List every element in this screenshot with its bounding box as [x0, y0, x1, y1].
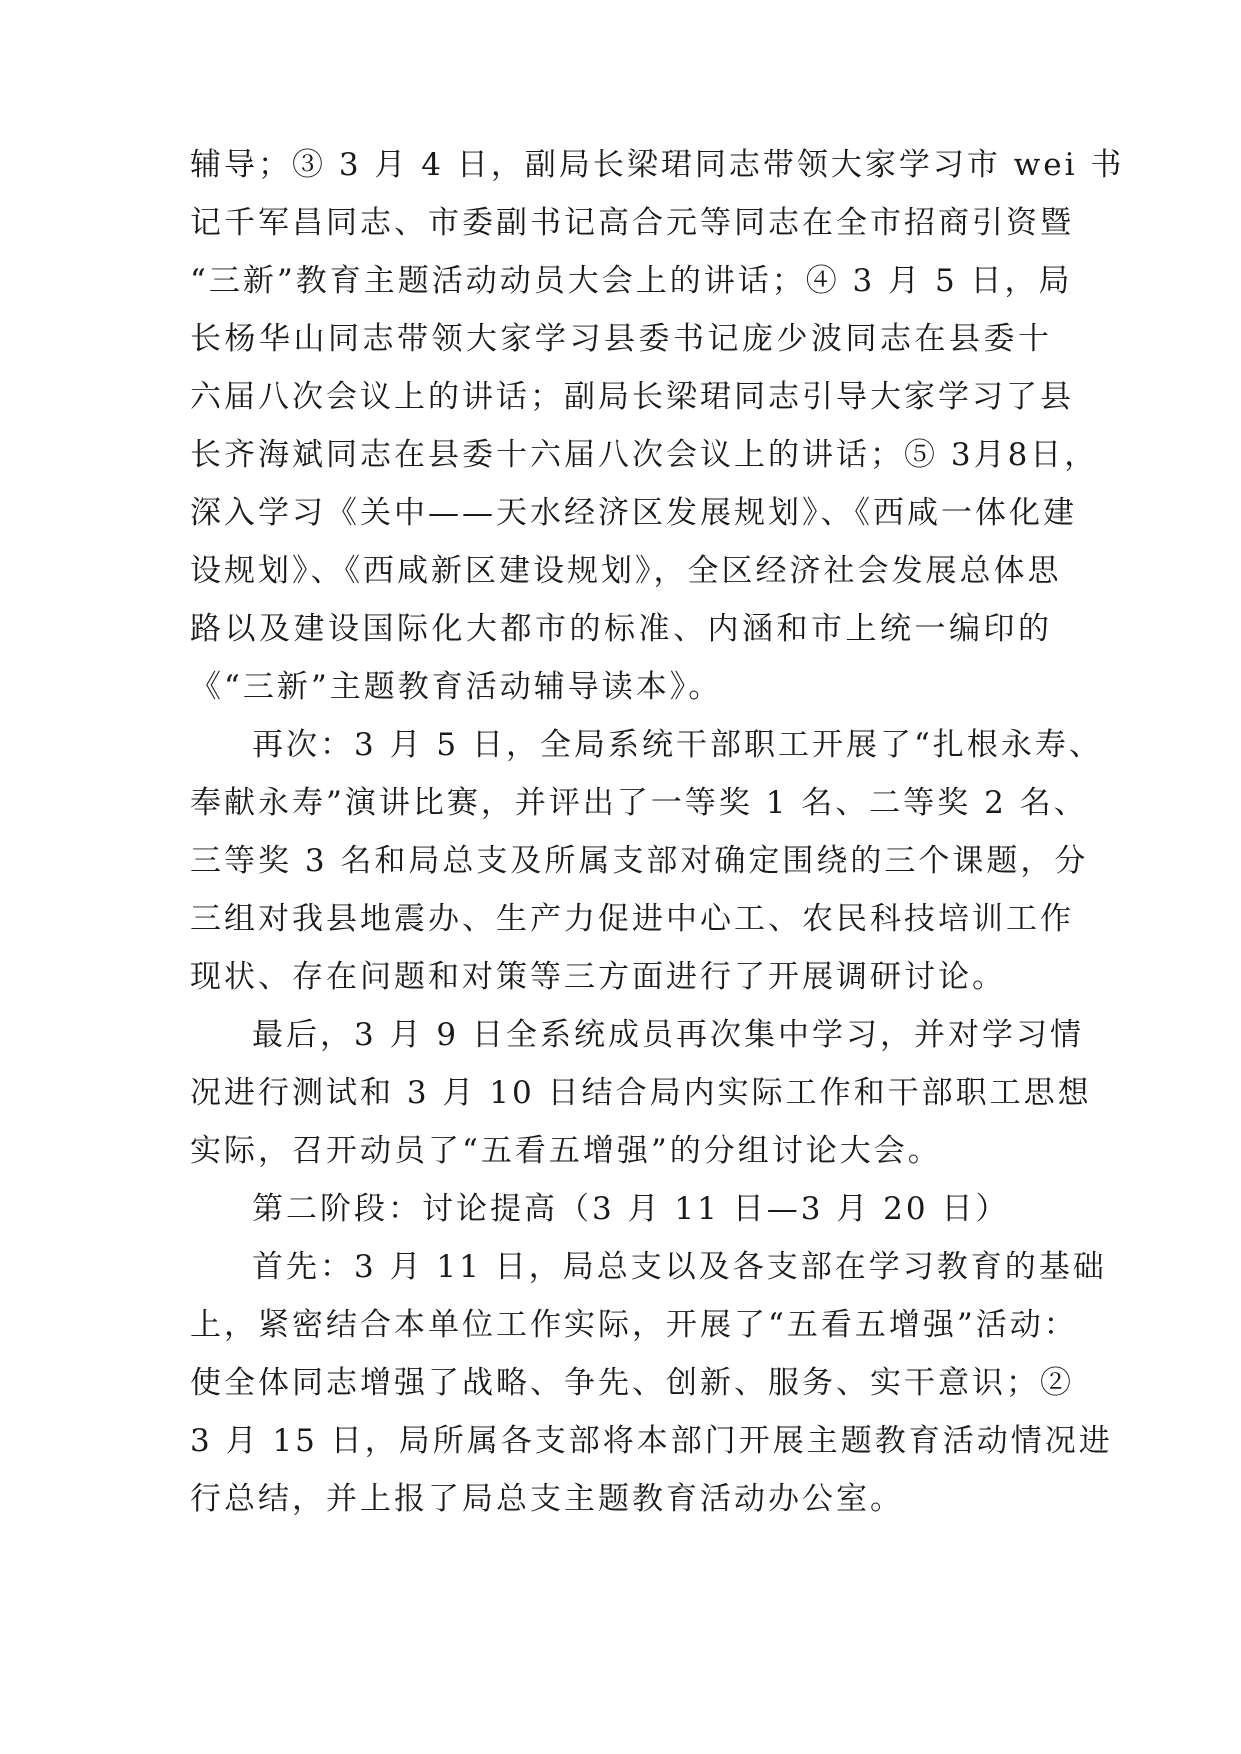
section-heading: 第二阶段：讨论提高（3 月 11 日—3 月 20 日）: [252, 1191, 1010, 1227]
text-line: 使全体同志增强了战略、争先、创新、服务、实干意识；②: [190, 1365, 1074, 1401]
text-line: 六届八次会议上的讲话；副局长梁珺同志引导大家学习了县: [190, 379, 1074, 415]
text-line: 3 月 15 日，局所属各支部将本部门开展主题教育活动情况进: [190, 1423, 1113, 1459]
text-line-last: 《“三新”主题教育活动辅导读本》。: [190, 669, 723, 705]
text-line: 辅导；③ 3 月 4 日，副局长梁珺同志带领大家学习市 wei 书: [190, 147, 1125, 183]
text-line: “三新”教育主题活动动员大会上的讲话；④ 3 月 5 日，局: [190, 263, 1073, 299]
text-line: 况进行测试和 3 月 10 日结合局内实际工作和干部职工思想: [190, 1075, 1092, 1111]
text-line: 奉献永寿”演讲比赛，并评出了一等奖 1 名、二等奖 2 名、: [190, 785, 1088, 821]
paragraph-start-line: 最后，3 月 9 日全系统成员再次集中学习，并对学习情: [252, 1017, 1085, 1053]
text-line-last: 现状、存在问题和对策等三方面进行了开展调研讨论。: [190, 959, 1006, 995]
text-line: 三组对我县地震办、生产力促进中心工、农民科技培训工作: [190, 901, 1074, 937]
text-line-last: 行总结，并上报了局总支主题教育活动办公室。: [190, 1481, 904, 1517]
text-line: 长杨华山同志带领大家学习县委书记庞少波同志在县委十: [190, 321, 1052, 357]
text-line: 三等奖 3 名和局总支及所属支部对确定围绕的三个课题，分: [190, 843, 1089, 879]
text-line: 路以及建设国际化大都市的标准、内涵和市上统一编印的: [190, 611, 1052, 647]
text-line: 深入学习《关中——天水经济区发展规划》、《西咸一体化建: [190, 495, 1077, 531]
paragraph-start-line: 再次：3 月 5 日，全局系统干部职工开展了“扎根永寿、: [252, 727, 1103, 763]
text-line: 上，紧密结合本单位工作实际，开展了“五看五增强”活动：: [190, 1307, 1078, 1343]
text-line: 长齐海斌同志在县委十六届八次会议上的讲话；⑤ 3月8日，: [190, 437, 1099, 473]
text-line: 记千军昌同志、市委副书记高合元等同志在全市招商引资暨: [190, 205, 1074, 241]
paragraph-start-line: 首先：3 月 11 日，局总支以及各支部在学习教育的基础: [252, 1249, 1107, 1285]
text-line-last: 实际，召开动员了“五看五增强”的分组讨论大会。: [190, 1133, 942, 1169]
text-line: 设规划》、《西咸新区建设规划》，全区经济社会发展总体思: [190, 553, 1062, 589]
